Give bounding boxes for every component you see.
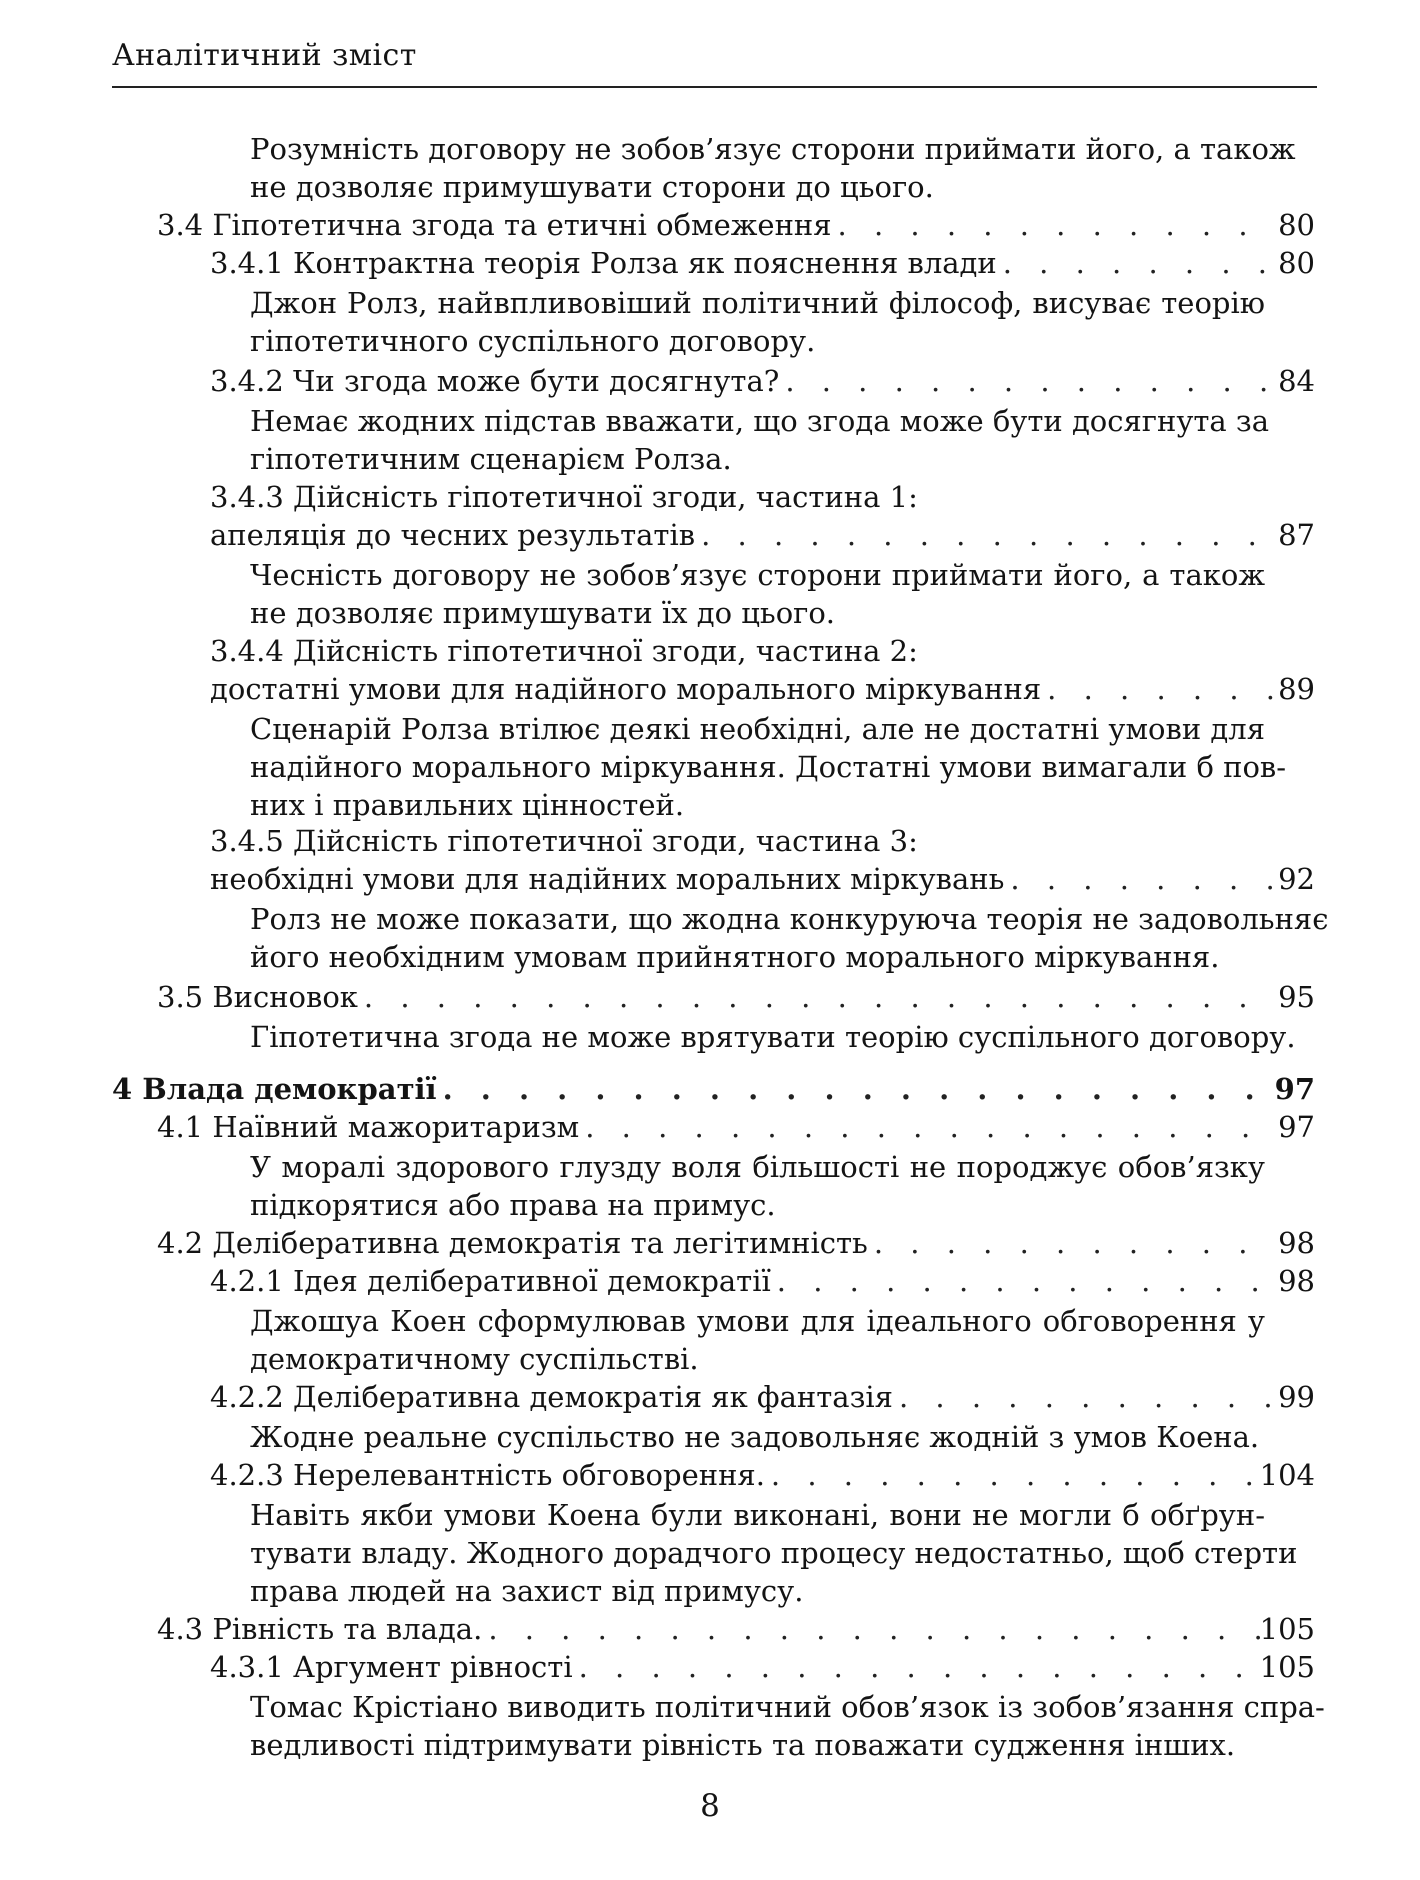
- toc-entry-title: 3.4.1 Контрактна теорія Ролза як пояснення влади: [210, 246, 997, 280]
- toc-entry-title: 4.2.3 Нерелевантність обговорення.: [210, 1458, 765, 1492]
- leader-dots: [779, 362, 1277, 400]
- desc-line: Немає жодних підстав вважати, що згода може бути досягнута за: [250, 404, 1270, 438]
- header-rule: [112, 86, 1317, 88]
- leader-dots: [482, 1610, 1259, 1648]
- toc-page-number: 104: [1259, 1458, 1315, 1492]
- desc-line: його необхідним умовам прийнятного морального міркування.: [250, 940, 1220, 974]
- leader-dots: [1004, 860, 1277, 898]
- toc-description: [250, 556, 1265, 632]
- toc-page-number: 80: [1278, 208, 1315, 242]
- toc-entry-4-3-1[interactable]: [210, 1648, 1315, 1686]
- desc-line: гіпотетичним сценарієм Ролза.: [250, 442, 732, 476]
- desc-line: не дозволяє примушувати їх до цього.: [250, 596, 836, 630]
- desc-line: Розумність договору не зобов’язує сторони приймати його, а також: [250, 132, 1296, 166]
- leader-dots: [868, 1224, 1277, 1262]
- desc-line: не дозволяє примушувати сторони до цього.: [250, 170, 934, 204]
- toc-description: [250, 1418, 1265, 1456]
- desc-line: них і правильних цінностей.: [250, 788, 685, 822]
- toc-entry-3-4[interactable]: [157, 206, 1315, 244]
- toc-description: [250, 1148, 1265, 1224]
- leader-dots: [437, 1070, 1275, 1108]
- toc-entry-title: 4.3 Рівність та влада.: [157, 1612, 483, 1646]
- leader-dots: [1041, 670, 1277, 708]
- toc-entry-4-3[interactable]: [157, 1610, 1315, 1648]
- toc-description: [250, 1688, 1325, 1764]
- toc-entry-4-2[interactable]: [157, 1224, 1315, 1262]
- leader-dots: [765, 1456, 1260, 1494]
- page-number: 8: [700, 1788, 720, 1824]
- toc-entry-title: апеляція до чесних результатів: [210, 518, 696, 552]
- toc-page-number: 97: [1278, 1110, 1315, 1144]
- leader-dots: [893, 1378, 1277, 1416]
- desc-line: Ролз не може показати, що жодна конкуруюча теорія не задовольняє: [250, 902, 1329, 936]
- toc-description: [250, 1496, 1298, 1610]
- toc-description: [250, 900, 1329, 976]
- desc-line: права людей на захист від примусу.: [250, 1574, 804, 1608]
- leader-dots: [771, 1262, 1277, 1300]
- toc-entry-3-4-2[interactable]: [210, 362, 1315, 400]
- toc-entry-title: 4.2.1 Ідея деліберативної демократії: [210, 1264, 771, 1298]
- toc-page-number: 105: [1259, 1650, 1315, 1684]
- toc-entry-title: 4.2.2 Деліберативна демократія як фантазія: [210, 1380, 893, 1414]
- desc-line: Гіпотетична згода не може врятувати теорію суспільного договору.: [250, 1020, 1296, 1054]
- toc-page-number: 105: [1259, 1612, 1315, 1646]
- toc-entry-title-line1: 3.4.5 Дійсність гіпотетичної згоди, частина 3:: [210, 824, 918, 858]
- toc-page-number: 80: [1278, 246, 1315, 280]
- desc-line: У моралі здорового глузду воля більшості не породжує обов’язку: [250, 1150, 1265, 1184]
- toc-page-number: 98: [1278, 1226, 1315, 1260]
- leader-dots: [579, 1108, 1277, 1146]
- desc-line: тувати владу. Жодного дорадчого процесу недостатньо, щоб стерти: [250, 1536, 1298, 1570]
- leader-dots: [832, 206, 1277, 244]
- toc-entry-title: 4.1 Наївний мажоритаризм: [157, 1110, 580, 1144]
- toc-entry-title: 4 Влада демократії: [112, 1072, 437, 1106]
- desc-line: надійного морального міркування. Достатні умови вимагали б пов-: [250, 750, 1287, 784]
- toc-description: [250, 402, 1270, 478]
- desc-line: підкорятися або права на примус.: [250, 1188, 776, 1222]
- desc-line: Сценарій Ролза втілює деякі необхідні, але не достатні умови для: [250, 712, 1265, 746]
- toc-page-number: 99: [1278, 1380, 1315, 1414]
- leader-dots: [358, 978, 1277, 1016]
- desc-line: Томас Крістіано виводить політичний обов’язок із зобов’язання спра-: [250, 1690, 1325, 1724]
- toc-page-number: 87: [1278, 518, 1315, 552]
- toc-entry-3-4-3[interactable]: [210, 516, 1315, 554]
- toc-page-number: 97: [1274, 1072, 1315, 1106]
- desc-line: Джошуа Коен сформулював умови для ідеального обговорення у: [250, 1304, 1265, 1338]
- toc-entry-3-4-4[interactable]: [210, 670, 1315, 708]
- toc-description: [250, 1018, 1296, 1056]
- toc-entry-3-5[interactable]: [157, 978, 1315, 1016]
- toc-entry-3-4-5[interactable]: [210, 860, 1315, 898]
- toc-description: [250, 284, 1265, 360]
- toc-description: [250, 710, 1287, 824]
- toc-entry-title: необхідні умови для надійних моральних міркувань: [210, 862, 1005, 896]
- leader-dots: [573, 1648, 1260, 1686]
- toc-entry-4-2-2[interactable]: [210, 1378, 1315, 1416]
- toc-page-number: 92: [1278, 862, 1315, 896]
- desc-line: ведливості підтримувати рівність та поважати судження інших.: [250, 1728, 1236, 1762]
- toc-page-number: 95: [1278, 980, 1315, 1014]
- toc-page-number: 89: [1278, 672, 1315, 706]
- toc-page-number: 98: [1278, 1264, 1315, 1298]
- toc-entry-title-line1: 3.4.4 Дійсність гіпотетичної згоди, частина 2:: [210, 634, 918, 668]
- toc-entry-title: 4.3.1 Аргумент рівності: [210, 1650, 573, 1684]
- toc-chapter-4[interactable]: [112, 1070, 1315, 1108]
- toc-entry-title: 3.4 Гіпотетична згода та етичні обмеження: [157, 208, 832, 242]
- toc-description: [250, 1302, 1265, 1378]
- toc-entry-4-2-1[interactable]: [210, 1262, 1315, 1300]
- toc-entry-title: достатні умови для надійного морального міркування: [210, 672, 1042, 706]
- desc-line: Джон Ролз, найвпливовіший політичний філософ, висуває теорію: [250, 286, 1265, 320]
- toc-entry-title: 3.5 Висновок: [157, 980, 358, 1014]
- toc-page-number: 84: [1278, 364, 1315, 398]
- toc-entry-title: 3.4.2 Чи згода може бути досягнута?: [210, 364, 780, 398]
- toc-entry-title: 4.2 Деліберативна демократія та легітимність: [157, 1226, 868, 1260]
- running-head: Аналітичний зміст: [112, 38, 417, 73]
- desc-line: Жодне реальне суспільство не задовольняє жодній з умов Коена.: [250, 1420, 1260, 1454]
- toc-entry-4-1[interactable]: [157, 1108, 1315, 1146]
- desc-line: Чесність договору не зобов’язує сторони приймати його, а також: [250, 558, 1265, 592]
- toc-entry-3-4-1[interactable]: [210, 244, 1315, 282]
- toc-description: [250, 130, 1296, 206]
- desc-line: демократичному суспільстві.: [250, 1342, 699, 1376]
- desc-line: гіпотетичного суспільного договору.: [250, 324, 816, 358]
- desc-line: Навіть якби умови Коена були виконані, вони не могли б обґрун-: [250, 1498, 1265, 1532]
- toc-entry-title-line1: 3.4.3 Дійсність гіпотетичної згоди, частина 1:: [210, 480, 918, 514]
- leader-dots: [695, 516, 1277, 554]
- toc-entry-4-2-3[interactable]: [210, 1456, 1315, 1494]
- leader-dots: [997, 244, 1277, 282]
